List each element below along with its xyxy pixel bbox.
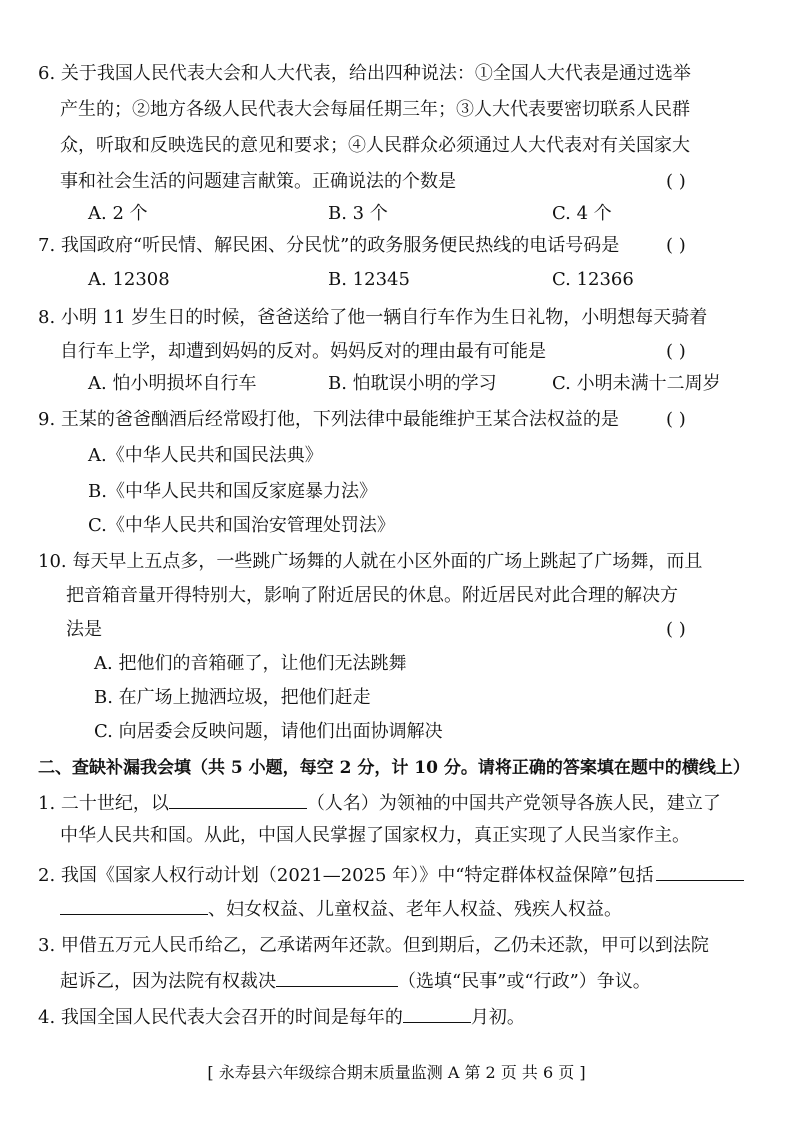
section-2-heading: 二、查缺补漏我会填（共 5 小题，每空 2 分，计 10 分。请将正确的答案填在题中的横线上）: [38, 758, 750, 778]
fill-4-text-before: 4. 我国全国人民代表大会召开的时间是每年的: [38, 1007, 403, 1028]
fill-2-text-after: 、妇女权益、儿童权益、老年人权益、残疾人权益。: [208, 899, 622, 920]
q9-option-b: B.《中华人民共和国反家庭暴力法》: [88, 481, 377, 502]
fill-4-blank[interactable]: [403, 1004, 471, 1023]
q8-option-b: B. 怕耽误小明的学习: [328, 373, 497, 394]
fill-3-text-after: （选填“民事”或“行政”）争议。: [398, 971, 651, 992]
q6-option-c: C. 4 个: [552, 203, 612, 224]
fill-1-text-before: 1. 二十世纪，以: [38, 793, 169, 814]
fill-1-blank[interactable]: [169, 790, 307, 809]
q9-option-c: C.《中华人民共和国治安管理处罚法》: [88, 515, 395, 536]
q7-option-c: C. 12366: [552, 269, 634, 290]
fill-3-blank[interactable]: [276, 968, 398, 987]
fill-2-blank-part-2[interactable]: [60, 896, 208, 915]
fill-1-line-1: [38, 790, 721, 816]
q9-line-1: 9. 王某的爸爸酗酒后经常殴打他，下列法律中最能维护王某合法权益的是: [38, 409, 619, 430]
fill-3-text-before: 起诉乙，因为法院有权裁决: [60, 971, 276, 992]
q6-line-3: 众，听取和反映选民的意见和要求；④人民群众必须通过人大代表对有关国家大: [60, 135, 690, 156]
q9-answer-paren: ( ): [666, 409, 686, 430]
q10-answer-paren: ( ): [666, 619, 686, 640]
q8-option-a: A. 怕小明损坏自行车: [88, 373, 257, 394]
q7-option-a: A. 12308: [88, 269, 170, 290]
q7-option-b: B. 12345: [328, 269, 410, 290]
fill-1-text-after: （人名）为领袖的中国共产党领导各族人民，建立了: [306, 793, 721, 814]
fill-1-line-2: 中华人民共和国。从此，中国人民掌握了国家权力，真正实现了人民当家作主。: [60, 825, 690, 846]
fill-2-text-before: 2. 我国《国家人权行动计划（2021—2025 年）》中“特定群体权益保障”包括: [38, 865, 654, 886]
q8-line-2: 自行车上学，却遭到妈妈的反对。妈妈反对的理由最有可能是: [60, 341, 546, 362]
q6-line-1: 6. 关于我国人民代表大会和人大代表，给出四种说法：①全国人大代表是通过选举: [38, 63, 691, 84]
fill-3-line-1: 3. 甲借五万元人民币给乙，乙承诺两年还款。但到期后，乙仍未还款，甲可以到法院: [38, 935, 709, 956]
q10-line-1: 10. 每天早上五点多，一些跳广场舞的人就在小区外面的广场上跳起了广场舞，而且: [38, 551, 703, 572]
q10-option-b: B. 在广场上抛洒垃圾，把他们赶走: [94, 687, 371, 708]
q6-option-b: B. 3 个: [328, 203, 388, 224]
q7-answer-paren: ( ): [666, 235, 686, 256]
fill-2-line-2: [60, 896, 622, 922]
q10-line-3: 法是: [66, 619, 102, 640]
q6-line-4: 事和社会生活的问题建言献策。正确说法的个数是: [60, 171, 456, 192]
q10-option-c: C. 向居委会反映问题，请他们出面协调解决: [94, 721, 443, 742]
fill-3-line-2: [60, 968, 651, 994]
q8-option-c: C. 小明未满十二周岁: [552, 373, 721, 394]
q9-option-a: A.《中华人民共和国民法典》: [88, 445, 323, 466]
q8-answer-paren: ( ): [666, 341, 686, 362]
fill-4-line-1: [38, 1004, 525, 1030]
q6-option-a: A. 2 个: [88, 203, 148, 224]
page-footer: [ 永寿县六年级综合期末质量监测 A 第 2 页 共 6 页 ]: [207, 1063, 586, 1082]
q7-line-1: 7. 我国政府“听民情、解民困、分民忧”的政务服务便民热线的电话号码是: [38, 235, 620, 256]
fill-2-blank-part-1[interactable]: [656, 862, 744, 881]
q6-line-2: 产生的；②地方各级人民代表大会每届任期三年；③人大代表要密切联系人民群: [60, 99, 690, 120]
fill-4-text-after: 月初。: [470, 1007, 525, 1028]
q6-answer-paren: ( ): [666, 171, 686, 192]
fill-2-line-1: [38, 862, 744, 888]
q8-line-1: 8. 小明 11 岁生日的时候，爸爸送给了他一辆自行车作为生日礼物，小明想每天骑着: [38, 307, 708, 328]
q10-line-2: 把音箱音量开得特别大，影响了附近居民的休息。附近居民对此合理的解决方: [66, 585, 678, 606]
q10-option-a: A. 把他们的音箱砸了，让他们无法跳舞: [94, 653, 407, 674]
